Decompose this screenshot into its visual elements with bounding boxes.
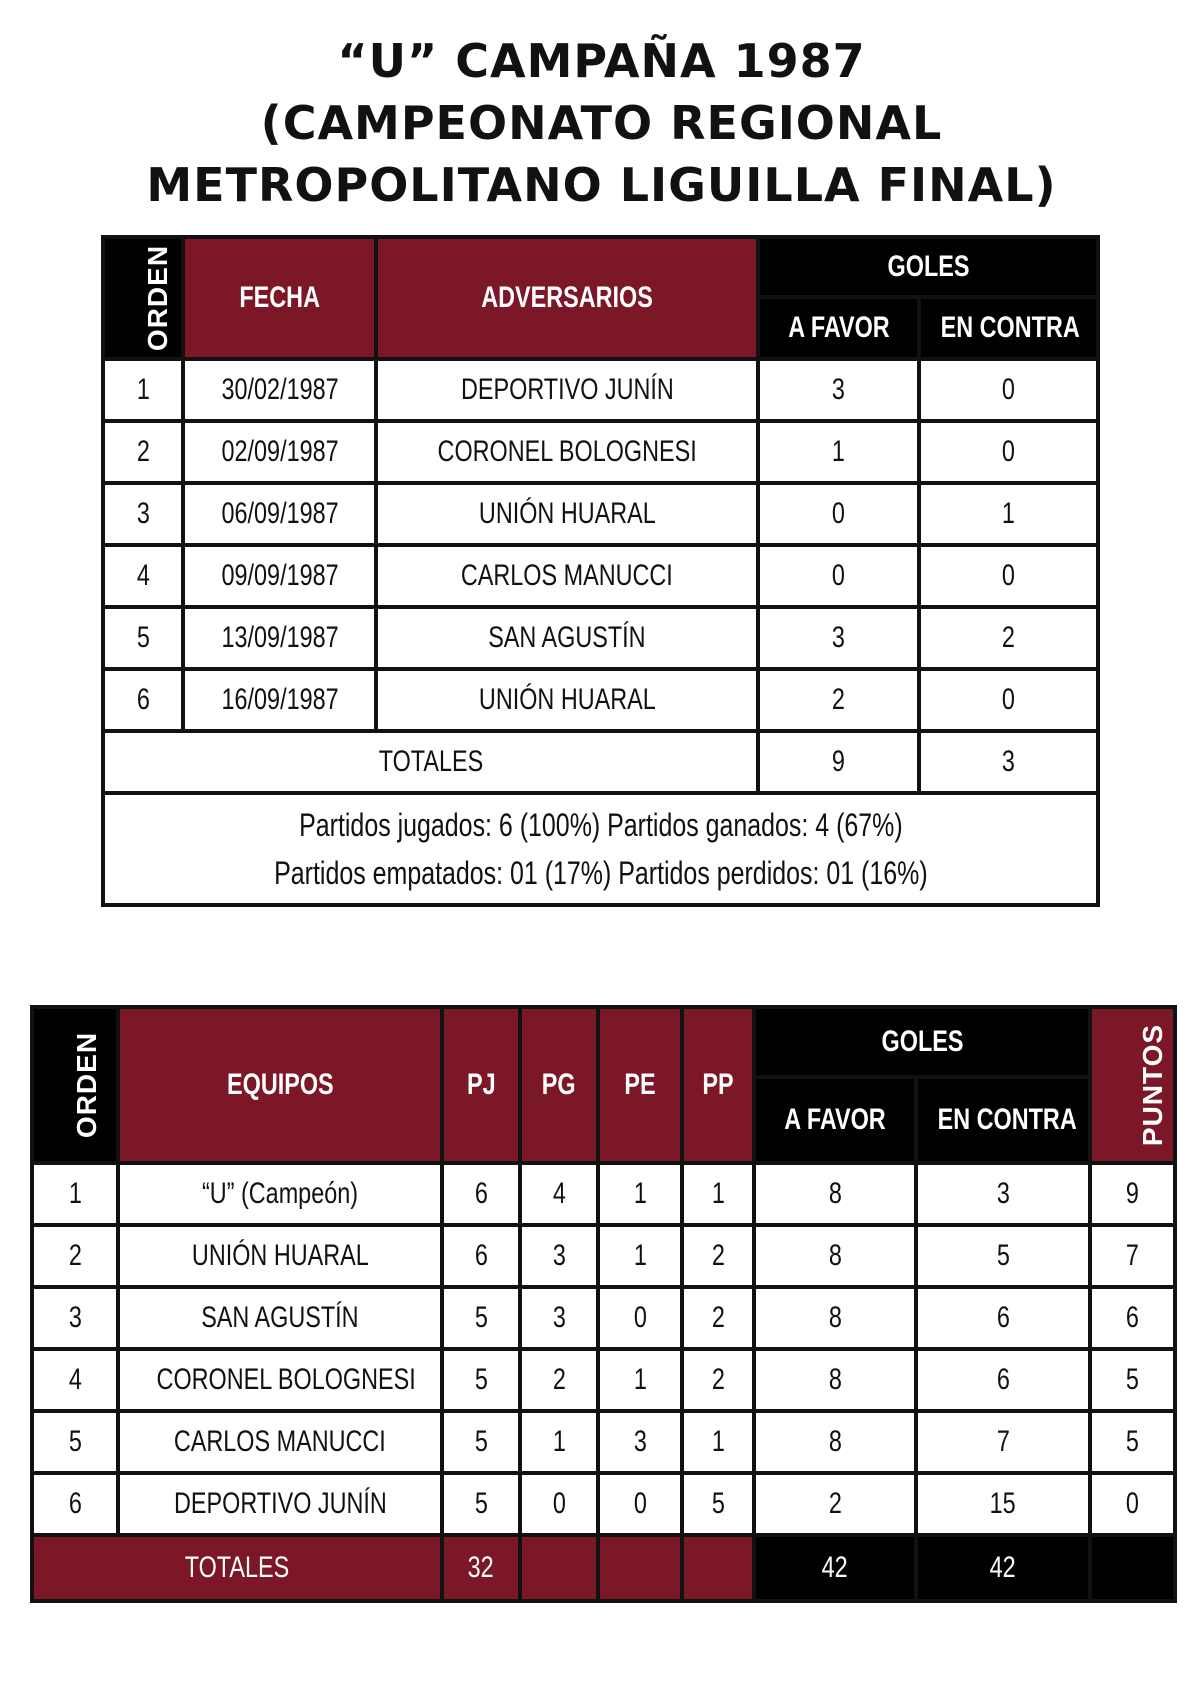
cell-pj: 5	[442, 1287, 520, 1349]
cell-a-favor: 3	[758, 607, 919, 669]
cell-orden: 3	[32, 1287, 118, 1349]
summary-line-2: Partidos empatados: 01 (17%) Partidos perdidos: 01 (16%)	[273, 855, 928, 891]
header-adversarios: ADVERSARIOS	[376, 237, 758, 359]
totals-label: TOTALES	[103, 731, 758, 793]
cell-orden: 1	[32, 1163, 118, 1225]
cell-orden: 6	[32, 1473, 118, 1535]
cell-adversario: CORONEL BOLOGNESI	[376, 421, 758, 483]
cell-en-contra: 6	[916, 1349, 1090, 1411]
cell-equipo: “U” (Campeón)	[118, 1163, 442, 1225]
cell-en-contra: 0	[919, 421, 1098, 483]
header-goles: GOLES	[758, 237, 1098, 297]
cell-pj: 5	[442, 1473, 520, 1535]
cell-pj: 5	[442, 1411, 520, 1473]
cell-puntos: 6	[1090, 1287, 1175, 1349]
summary-cell	[103, 793, 1098, 905]
cell-en-contra: 15	[916, 1473, 1090, 1535]
cell-orden: 4	[32, 1349, 118, 1411]
cell-en-contra: 0	[919, 545, 1098, 607]
match-row	[103, 607, 1098, 669]
cell-equipo: UNIÓN HUARAL	[118, 1225, 442, 1287]
header-puntos: PUNTOS	[1090, 1007, 1175, 1163]
totals-en-contra: 3	[919, 731, 1098, 793]
page-title	[0, 30, 1203, 216]
cell-orden: 1	[103, 359, 183, 421]
header-en-contra: EN CONTRA	[916, 1077, 1090, 1163]
header-orden: ORDEN	[103, 237, 183, 359]
cell-pe: 3	[598, 1411, 682, 1473]
cell-en-contra: 0	[919, 359, 1098, 421]
cell-en-contra: 7	[916, 1411, 1090, 1473]
totals-en-contra: 42	[916, 1535, 1090, 1601]
cell-pp: 2	[682, 1225, 754, 1287]
cell-pp: 2	[682, 1349, 754, 1411]
cell-pp: 5	[682, 1473, 754, 1535]
cell-en-contra: 0	[919, 669, 1098, 731]
cell-pj: 6	[442, 1225, 520, 1287]
cell-adversario: UNIÓN HUARAL	[376, 483, 758, 545]
header-goles: GOLES	[754, 1007, 1090, 1077]
totals-row	[103, 731, 1098, 793]
cell-pe: 0	[598, 1473, 682, 1535]
cell-fecha: 30/02/1987	[183, 359, 376, 421]
cell-a-favor: 2	[758, 669, 919, 731]
cell-fecha: 06/09/1987	[183, 483, 376, 545]
cell-en-contra: 3	[916, 1163, 1090, 1225]
cell-a-favor: 0	[758, 545, 919, 607]
match-row	[103, 359, 1098, 421]
cell-pp: 1	[682, 1411, 754, 1473]
cell-pe: 0	[598, 1287, 682, 1349]
totals-a-favor: 9	[758, 731, 919, 793]
standings-row	[32, 1225, 1175, 1287]
cell-a-favor: 3	[758, 359, 919, 421]
standings-row	[32, 1411, 1175, 1473]
cell-fecha: 02/09/1987	[183, 421, 376, 483]
cell-equipo: SAN AGUSTÍN	[118, 1287, 442, 1349]
cell-equipo: CARLOS MANUCCI	[118, 1411, 442, 1473]
cell-a-favor: 2	[754, 1473, 916, 1535]
header-orden: ORDEN	[32, 1007, 118, 1163]
totals-puntos	[1090, 1535, 1175, 1601]
summary-line-1: Partidos jugados: 6 (100%) Partidos ganados: 4 (67%)	[298, 807, 903, 843]
match-row	[103, 669, 1098, 731]
totals-a-favor: 42	[754, 1535, 916, 1601]
match-row	[103, 545, 1098, 607]
cell-adversario: SAN AGUSTÍN	[376, 607, 758, 669]
cell-adversario: CARLOS MANUCCI	[376, 545, 758, 607]
cell-puntos: 9	[1090, 1163, 1175, 1225]
cell-en-contra: 2	[919, 607, 1098, 669]
cell-puntos: 5	[1090, 1349, 1175, 1411]
cell-equipo: DEPORTIVO JUNÍN	[118, 1473, 442, 1535]
cell-pj: 6	[442, 1163, 520, 1225]
header-a-favor: A FAVOR	[758, 297, 919, 359]
title-line-1: “U” CAMPAÑA 1987	[337, 34, 866, 88]
cell-en-contra: 5	[916, 1225, 1090, 1287]
cell-fecha: 13/09/1987	[183, 607, 376, 669]
cell-orden: 5	[32, 1411, 118, 1473]
cell-pp: 2	[682, 1287, 754, 1349]
cell-pg: 3	[520, 1225, 598, 1287]
title-line-3: METROPOLITANO LIGUILLA FINAL)	[146, 158, 1057, 212]
cell-pp: 1	[682, 1163, 754, 1225]
cell-orden: 5	[103, 607, 183, 669]
cell-a-favor: 8	[754, 1349, 916, 1411]
cell-a-favor: 0	[758, 483, 919, 545]
header-a-favor: A FAVOR	[754, 1077, 916, 1163]
header-pe: PE	[598, 1007, 682, 1163]
cell-pe: 1	[598, 1163, 682, 1225]
cell-puntos: 7	[1090, 1225, 1175, 1287]
cell-a-favor: 8	[754, 1411, 916, 1473]
header-pp: PP	[682, 1007, 754, 1163]
cell-a-favor: 1	[758, 421, 919, 483]
cell-adversario: DEPORTIVO JUNÍN	[376, 359, 758, 421]
totals-pe	[598, 1535, 682, 1601]
cell-orden: 2	[103, 421, 183, 483]
standings-table	[30, 1005, 1177, 1603]
standings-row	[32, 1163, 1175, 1225]
totals-pg	[520, 1535, 598, 1601]
cell-pj: 5	[442, 1349, 520, 1411]
cell-a-favor: 8	[754, 1287, 916, 1349]
cell-fecha: 09/09/1987	[183, 545, 376, 607]
cell-puntos: 5	[1090, 1411, 1175, 1473]
totals-pj: 32	[442, 1535, 520, 1601]
cell-pe: 1	[598, 1225, 682, 1287]
cell-puntos: 0	[1090, 1473, 1175, 1535]
cell-a-favor: 8	[754, 1225, 916, 1287]
cell-pg: 4	[520, 1163, 598, 1225]
cell-a-favor: 8	[754, 1163, 916, 1225]
match-row	[103, 421, 1098, 483]
title-line-2: (CAMPEONATO REGIONAL	[260, 96, 943, 150]
header-pj: PJ	[442, 1007, 520, 1163]
summary-row	[103, 793, 1098, 905]
cell-adversario: UNIÓN HUARAL	[376, 669, 758, 731]
cell-en-contra: 1	[919, 483, 1098, 545]
cell-pg: 0	[520, 1473, 598, 1535]
cell-fecha: 16/09/1987	[183, 669, 376, 731]
standings-row	[32, 1349, 1175, 1411]
standings-row	[32, 1287, 1175, 1349]
cell-orden: 6	[103, 669, 183, 731]
header-fecha: FECHA	[183, 237, 376, 359]
header-pg: PG	[520, 1007, 598, 1163]
totals-label: TOTALES	[32, 1535, 442, 1601]
cell-en-contra: 6	[916, 1287, 1090, 1349]
cell-orden: 2	[32, 1225, 118, 1287]
match-row	[103, 483, 1098, 545]
standings-totals-row	[32, 1535, 1175, 1601]
cell-equipo: CORONEL BOLOGNESI	[118, 1349, 442, 1411]
cell-pg: 2	[520, 1349, 598, 1411]
standings-row	[32, 1473, 1175, 1535]
cell-orden: 3	[103, 483, 183, 545]
cell-orden: 4	[103, 545, 183, 607]
totals-pp	[682, 1535, 754, 1601]
header-equipos: EQUIPOS	[118, 1007, 442, 1163]
cell-pe: 1	[598, 1349, 682, 1411]
cell-pg: 1	[520, 1411, 598, 1473]
matches-table	[101, 235, 1100, 907]
cell-pg: 3	[520, 1287, 598, 1349]
header-en-contra: EN CONTRA	[919, 297, 1098, 359]
